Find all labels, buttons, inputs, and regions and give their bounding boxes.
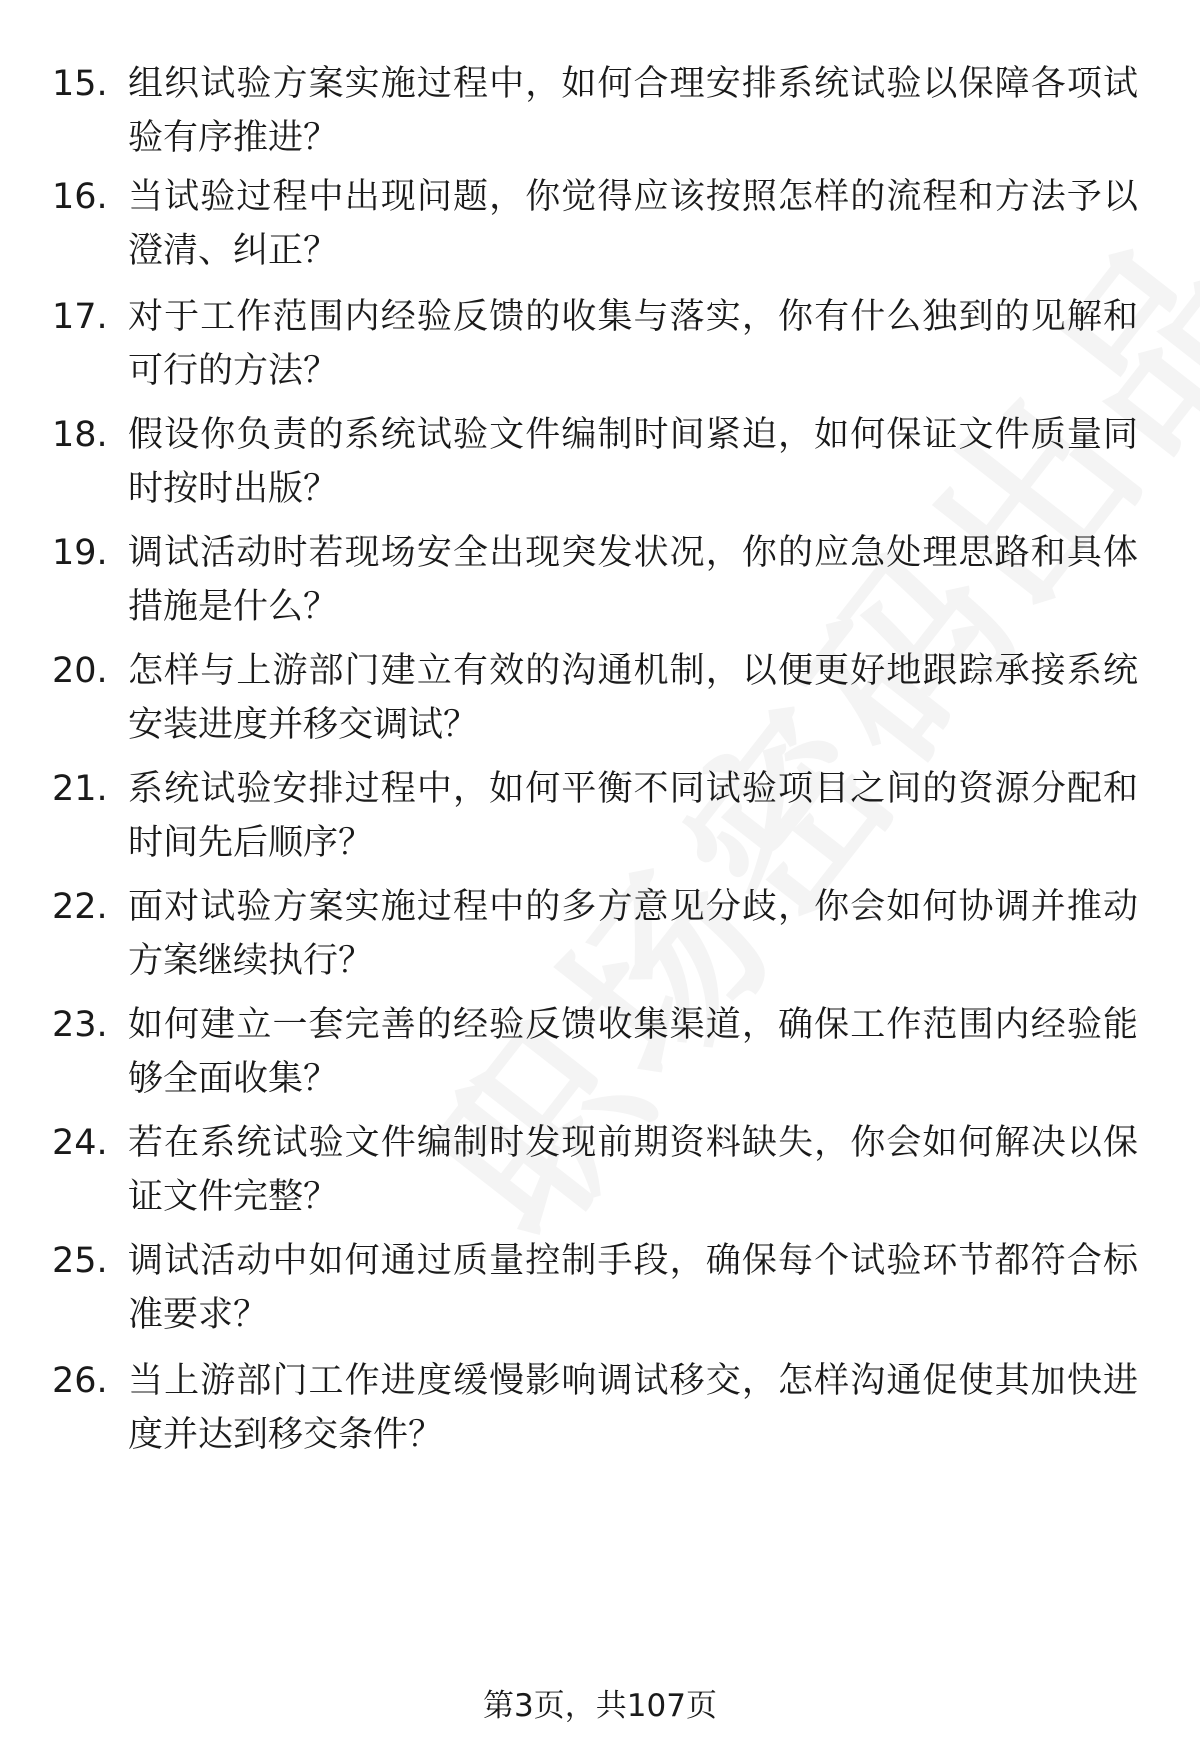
question-number: 19. (52, 533, 108, 573)
question-number: 18. (52, 415, 108, 455)
question-number: 24. (52, 1123, 108, 1163)
question-text: 当上游部门工作进度缓慢影响调试移交，怎样沟通促使其加快进度并达到移交条件？ (128, 1361, 1138, 1455)
question-number: 23. (52, 1005, 108, 1045)
question-item (0, 880, 1200, 990)
question-item (0, 644, 1200, 754)
page-footer: 第3页，共107页 (483, 1688, 717, 1724)
question-text: 假设你负责的系统试验文件编制时间紧迫，如何保证文件质量同时按时出版？ (128, 415, 1138, 509)
question-number: 16. (52, 177, 108, 217)
question-text: 当试验过程中出现问题，你觉得应该按照怎样的流程和方法予以澄清、纠正？ (128, 177, 1138, 271)
question-text: 对于工作范围内经验反馈的收集与落实，你有什么独到的见解和可行的方法？ (128, 297, 1138, 391)
question-text: 组织试验方案实施过程中，如何合理安排系统试验以保障各项试验有序推进？ (128, 64, 1138, 158)
question-text: 怎样与上游部门建立有效的沟通机制，以便更好地跟踪承接系统安装进度并移交调试？ (128, 651, 1138, 745)
question-number: 21. (52, 769, 108, 809)
question-item (0, 1116, 1200, 1226)
question-number: 15. (52, 64, 108, 104)
question-item (0, 290, 1200, 400)
question-item (0, 408, 1200, 518)
question-number: 22. (52, 887, 108, 927)
question-number: 25. (52, 1241, 108, 1281)
question-text: 调试活动中如何通过质量控制手段，确保每个试验环节都符合标准要求？ (128, 1241, 1138, 1335)
question-item (0, 1354, 1200, 1464)
question-text: 面对试验方案实施过程中的多方意见分歧，你会如何协调并推动方案继续执行？ (128, 887, 1138, 981)
question-item (0, 170, 1200, 280)
question-text: 如何建立一套完善的经验反馈收集渠道，确保工作范围内经验能够全面收集？ (128, 1005, 1138, 1099)
question-number: 26. (52, 1361, 108, 1401)
question-item (0, 998, 1200, 1108)
question-text: 系统试验安排过程中，如何平衡不同试验项目之间的资源分配和时间先后顺序？ (128, 769, 1138, 863)
question-number: 20. (52, 651, 108, 691)
question-item (0, 1234, 1200, 1344)
question-number: 17. (52, 297, 108, 337)
question-text: 若在系统试验文件编制时发现前期资料缺失，你会如何解决以保证文件完整？ (128, 1123, 1138, 1217)
question-text: 调试活动时若现场安全出现突发状况，你的应急处理思路和具体措施是什么？ (128, 533, 1138, 627)
question-item (0, 57, 1200, 167)
question-item (0, 526, 1200, 636)
question-item (0, 762, 1200, 872)
